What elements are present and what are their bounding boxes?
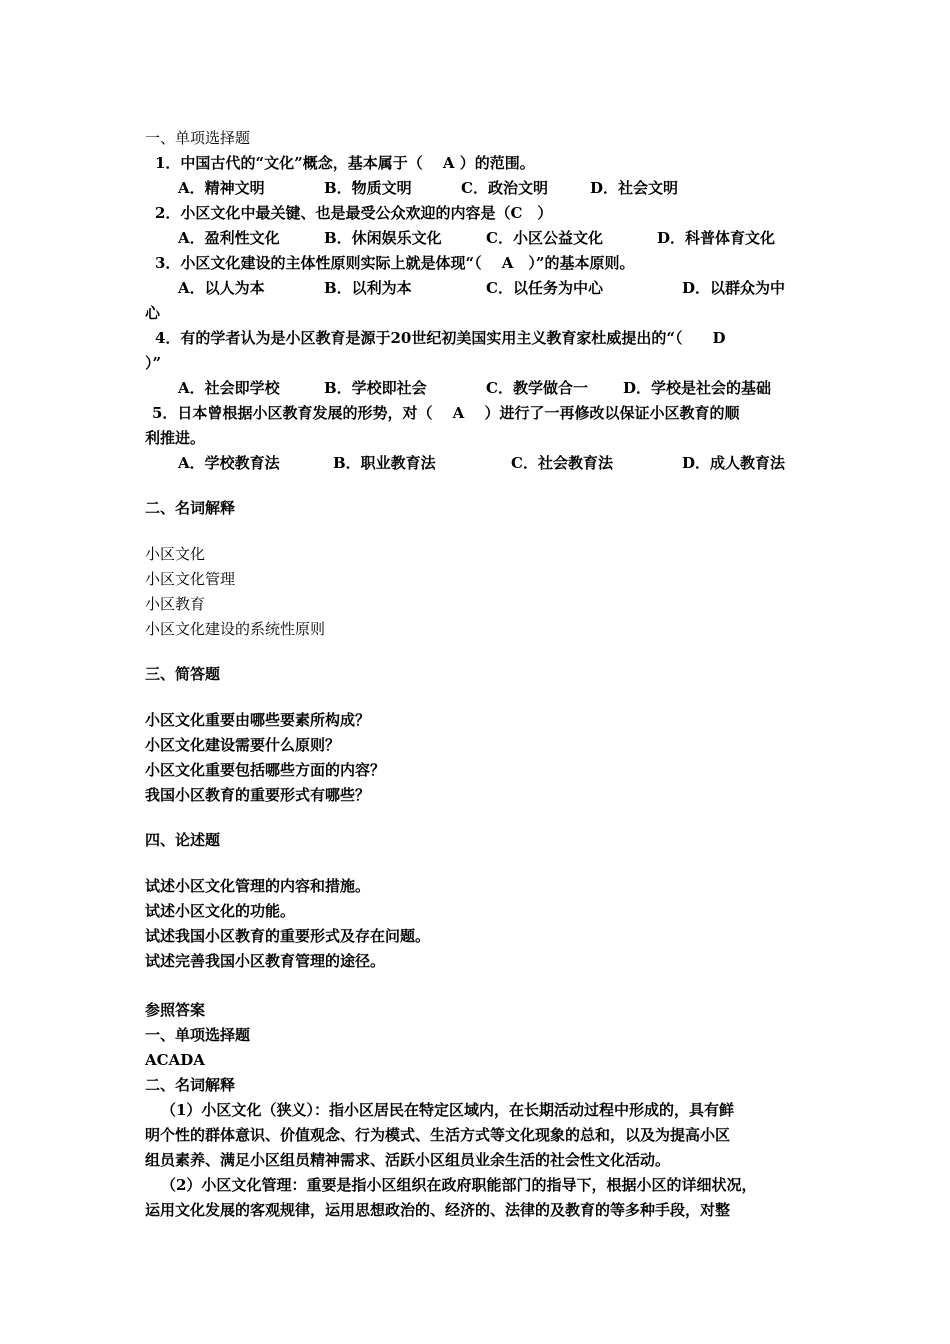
q5-stem: 5．日本曾根据小区教育发展的形势，对（ A ）进行了一再修改以保证小区教育的顺	[152, 404, 740, 422]
q3-option-b: B．以利为本	[324, 279, 412, 297]
answer-paragraph-2-line: 运用文化发展的客观规律，运用思想政治的、经济的、法律的及教育的等多种手段，对整	[145, 1201, 731, 1219]
q5-stem-wrap: 利推进。	[145, 429, 206, 447]
essay-item: 试述完善我国小区教育管理的途径。	[145, 952, 386, 970]
q4-option-d: D．学校是社会的基础	[623, 379, 772, 397]
answers-title: 参照答案	[145, 1001, 206, 1019]
q4-option-a: A．社会即学校	[178, 379, 280, 397]
q1-option-b: B．物质文明	[324, 179, 412, 197]
term-item: 小区文化管理	[145, 570, 236, 588]
term-item: 小区教育	[145, 595, 206, 613]
essay-item: 试述小区文化的功能。	[145, 902, 296, 920]
essay-item: 试述我国小区教育的重要形式及存在问题。	[145, 927, 431, 945]
section-1-heading: 一、单项选择题	[145, 129, 251, 147]
short-answer-item: 小区文化建设需要什么原则？	[145, 736, 341, 754]
q1-option-d: D．社会文明	[590, 179, 679, 197]
q5-option-a: A．学校教育法	[178, 454, 280, 472]
section-2-heading: 二、名词解释	[145, 499, 236, 517]
q3-option-a: A．以人为本	[178, 279, 265, 297]
short-answer-item: 我国小区教育的重要形式有哪些？	[145, 786, 371, 804]
q4-option-b: B．学校即社会	[324, 379, 427, 397]
q1-option-a: A．精神文明	[178, 179, 265, 197]
q3-option-c: C．以任务为中心	[486, 279, 603, 297]
answers-section-1-heading: 一、单项选择题	[145, 1026, 251, 1044]
q3-stem: 3．小区文化建设的主体性原则实际上就是体现“（ A ）”的基本原则。	[155, 254, 635, 272]
term-item: 小区文化	[145, 545, 206, 563]
section-3-heading: 三、简答题	[145, 665, 221, 683]
short-answer-item: 小区文化重要包括哪些方面的内容？	[145, 761, 386, 779]
short-answer-item: 小区文化重要由哪些要素所构成？	[145, 711, 371, 729]
q1-option-c: C．政治文明	[461, 179, 548, 197]
q4-stem: 4．有的学者认为是小区教育是源于20世纪初美国实用主义教育家杜威提出的“（ D	[155, 329, 726, 347]
essay-item: 试述小区文化管理的内容和措施。	[145, 877, 371, 895]
q2-stem: 2．小区文化中最关键、也是最受公众欢迎的内容是（C ）	[155, 204, 553, 222]
q5-option-d: D．成人教育法	[682, 454, 786, 472]
q2-option-d: D．科普体育文化	[657, 229, 776, 247]
term-item: 小区文化建设的系统性原则	[145, 620, 326, 638]
answer-paragraph-1-line: 明个性的群体意识、价值观念、行为模式、生活方式等文化现象的总和，以及为提高小区	[145, 1126, 731, 1144]
q4-stem-wrap: ）”	[145, 354, 162, 372]
q5-option-c: C．社会教育法	[511, 454, 613, 472]
q1-stem: 1．中国古代的“文化”概念，基本属于（ A ）的范围。	[155, 154, 535, 172]
q2-option-c: C．小区公益文化	[486, 229, 603, 247]
q5-option-b: B．职业教育法	[333, 454, 436, 472]
q2-option-b: B．休闲娱乐文化	[324, 229, 442, 247]
answers-section-2-heading: 二、名词解释	[145, 1076, 236, 1094]
q3-option-d: D．以群众为中	[682, 279, 786, 297]
q3-option-d-wrap: 心	[145, 304, 161, 322]
answer-paragraph-1-line: （1）小区文化（狭义）：指小区居民在特定区域内，在长期活动过程中形成的，具有鲜	[161, 1101, 734, 1119]
q2-option-a: A．盈利性文化	[178, 229, 280, 247]
section-4-heading: 四、论述题	[145, 831, 221, 849]
q4-option-c: C．教学做合一	[486, 379, 588, 397]
answer-paragraph-2-line: （2）小区文化管理：重要是指小区组织在政府职能部门的指导下，根据小区的详细状况，	[161, 1176, 757, 1194]
answer-paragraph-1-line: 组员素养、满足小区组员精神需求、活跃小区组员业余生活的社会性文化活动。	[145, 1151, 671, 1169]
answer-key: ACADA	[145, 1051, 205, 1069]
